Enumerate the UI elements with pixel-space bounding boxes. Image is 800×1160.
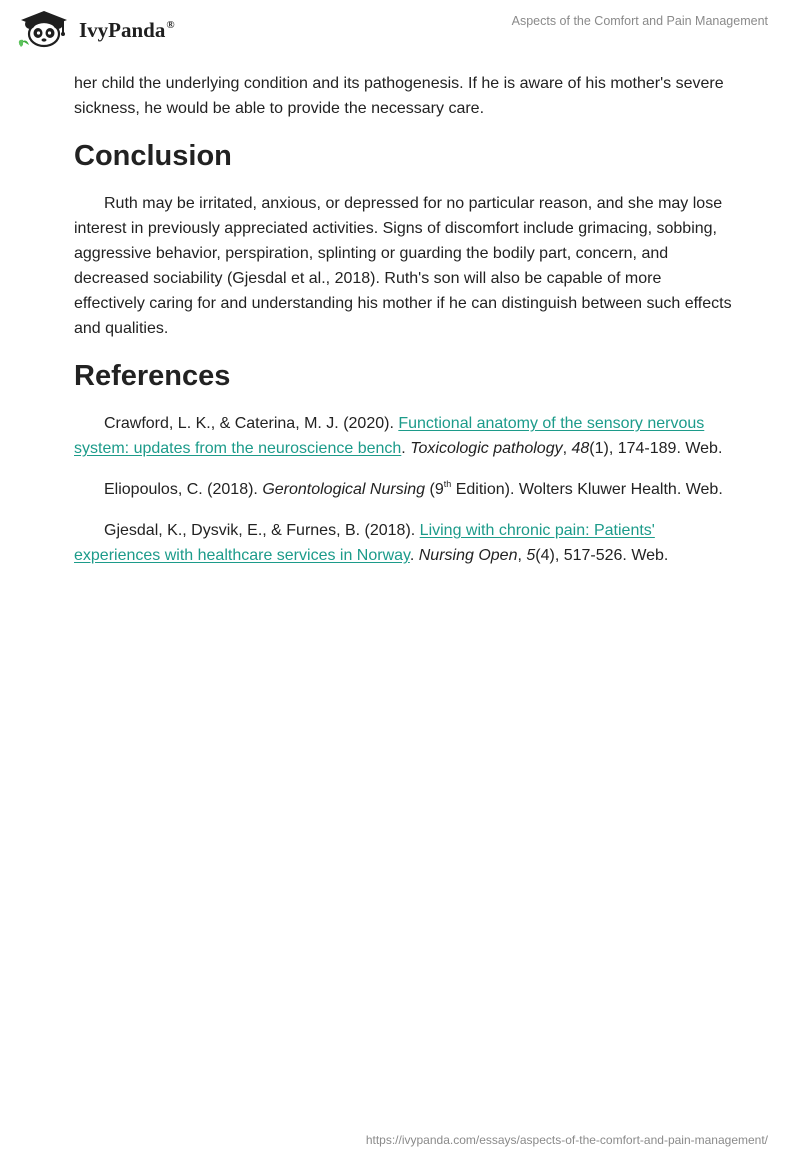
intro-paragraph: her child the underlying condition and its pathogenesis. If he is aware of his mother's severe sickness, he would be able to provide the necessary care. xyxy=(74,75,724,117)
ivypanda-logo[interactable] xyxy=(15,9,175,49)
reference-link[interactable]: Functional anatomy of the sensory nervous system: updates from the neuroscience bench xyxy=(74,415,705,457)
references-heading: References xyxy=(74,360,231,392)
panda-graduate-icon xyxy=(15,9,73,49)
document-body xyxy=(74,71,734,584)
reference-item: Gjesdal, K., Dysvik, E., & Furnes, B. (2018). Living with chronic pain: Patients' experiences with healthcare services in Norway. Nursing Open, 5(4), 517-526. Web. xyxy=(74,522,669,564)
footer-url[interactable]: https://ivypanda.com/essays/aspects-of-the-comfort-and-pain-management/ xyxy=(365,1133,768,1147)
logo-wordmark: IvyPanda® xyxy=(79,17,175,42)
conclusion-heading: Conclusion xyxy=(74,140,232,172)
reference-item: Crawford, L. K., & Caterina, M. J. (2020). Functional anatomy of the sensory nervous system: updates from the neuroscience bench. Toxicologic pathology, 48(1), 174-189. Web. xyxy=(74,415,723,457)
reference-link[interactable]: Living with chronic pain: Patients' experiences with healthcare services in Norway xyxy=(74,522,655,564)
conclusion-paragraph: Ruth may be irritated, anxious, or depressed for no particular reason, and she may lose interest in previously appreciated activities. Signs of discomfort include grimacing, sobbing, aggressive behavior, perspiration, splinting or guarding the bodily part, concern, and decreased sociability (Gjesdal et al., 2018). Ruth's son will also be capable of more effectively caring for and understanding his mother if he can distinguish between such effects and qualities. xyxy=(74,195,732,337)
reference-item: Eliopoulos, C. (2018). Gerontological Nursing (9th Edition). Wolters Kluwer Health. Web. xyxy=(104,479,723,498)
document-title: Aspects of the Comfort and Pain Management xyxy=(511,14,768,28)
